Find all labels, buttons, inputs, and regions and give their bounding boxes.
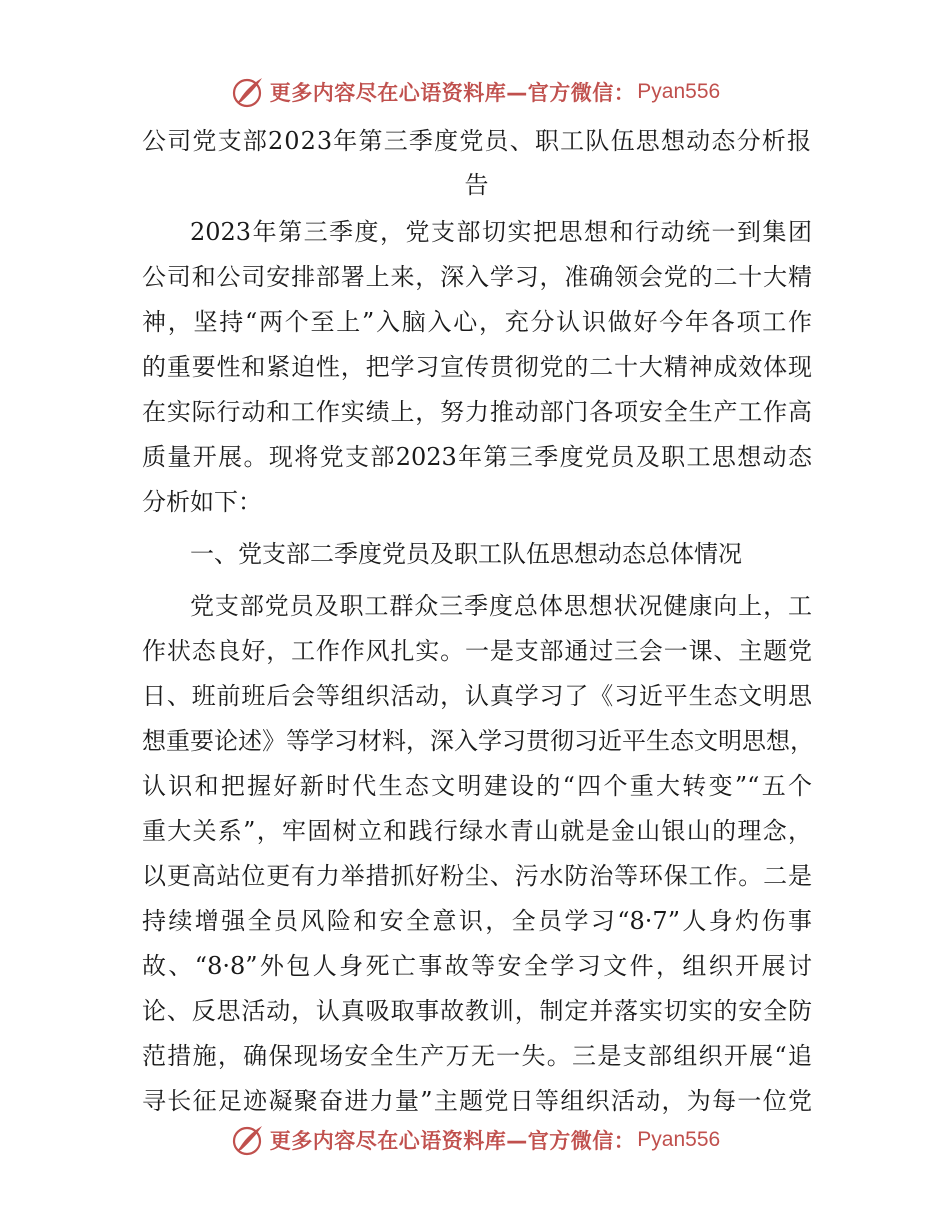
quill-logo-icon	[230, 74, 266, 110]
paragraph-line: 神，坚持“两个至上”入脑入心，充分认识做好今年各项工作	[142, 308, 812, 336]
paragraph-line: 寻长征足迹凝聚奋进力量”主题党日等组织活动，为每一位党	[142, 1087, 812, 1115]
paragraph-line: 党支部党员及职工群众三季度总体思想状况健康向上，工	[190, 592, 812, 620]
watermark-banner-top	[0, 72, 950, 112]
paragraph-line: 持续增强全员风险和安全意识，全员学习“8·7”人身灼伤事	[142, 907, 812, 935]
watermark-banner-bottom	[0, 1120, 950, 1160]
paragraph-line: 分析如下：	[142, 488, 262, 516]
paragraph-line: 想重要论述》等学习材料，深入学习贯彻习近平生态文明思想，	[142, 727, 814, 755]
section-heading: 一、党支部二季度党员及职工队伍思想动态总体情况	[190, 540, 742, 568]
paragraph-line: 公司和公司安排部署上来，深入学习，准确领会党的二十大精	[142, 263, 812, 291]
paragraph-line: 日、班前班后会等组织活动，认真学习了《习近平生态文明思	[142, 682, 812, 710]
watermark-wechat-id: Pyan556	[637, 80, 721, 103]
document-title	[142, 119, 812, 207]
watermark-text: 更多内容尽在心语资料库—官方微信：	[269, 81, 636, 105]
title-line-1: 公司党支部2023年第三季度党员、职工队伍思想动态分析报	[142, 127, 812, 155]
document-body	[142, 210, 812, 1124]
watermark-wechat-id: Pyan556	[637, 1128, 721, 1151]
paragraph-line: 认识和把握好新时代生态文明建设的“四个重大转变”“五个	[142, 772, 812, 800]
paragraph-line: 作状态良好，工作作风扎实。一是支部通过三会一课、主题党	[142, 637, 812, 665]
paragraph-line: 重大关系”，牢固树立和践行绿水青山就是金山银山的理念，	[142, 817, 812, 845]
watermark-text: 更多内容尽在心语资料库—官方微信：	[269, 1129, 636, 1153]
paragraph-line: 2023年第三季度，党支部切实把思想和行动统一到集团	[190, 218, 812, 246]
title-line-2: 告	[464, 171, 490, 199]
paragraph-line: 论、反思活动，认真吸取事故教训，制定并落实切实的安全防	[142, 997, 812, 1025]
quill-logo-icon	[230, 1122, 266, 1158]
paragraph-line: 范措施，确保现场安全生产万无一失。三是支部组织开展“追	[142, 1042, 812, 1070]
paragraph-line: 的重要性和紧迫性，把学习宣传贯彻党的二十大精神成效体现	[142, 353, 812, 381]
paragraph-line: 质量开展。现将党支部2023年第三季度党员及职工思想动态	[142, 443, 812, 471]
paragraph-line: 以更高站位更有力举措抓好粉尘、污水防治等环保工作。二是	[142, 862, 812, 890]
paragraph-line: 在实际行动和工作实绩上，努力推动部门各项安全生产工作高	[142, 398, 812, 426]
paragraph-line: 故、“8·8”外包人身死亡事故等安全学习文件，组织开展讨	[142, 952, 812, 980]
